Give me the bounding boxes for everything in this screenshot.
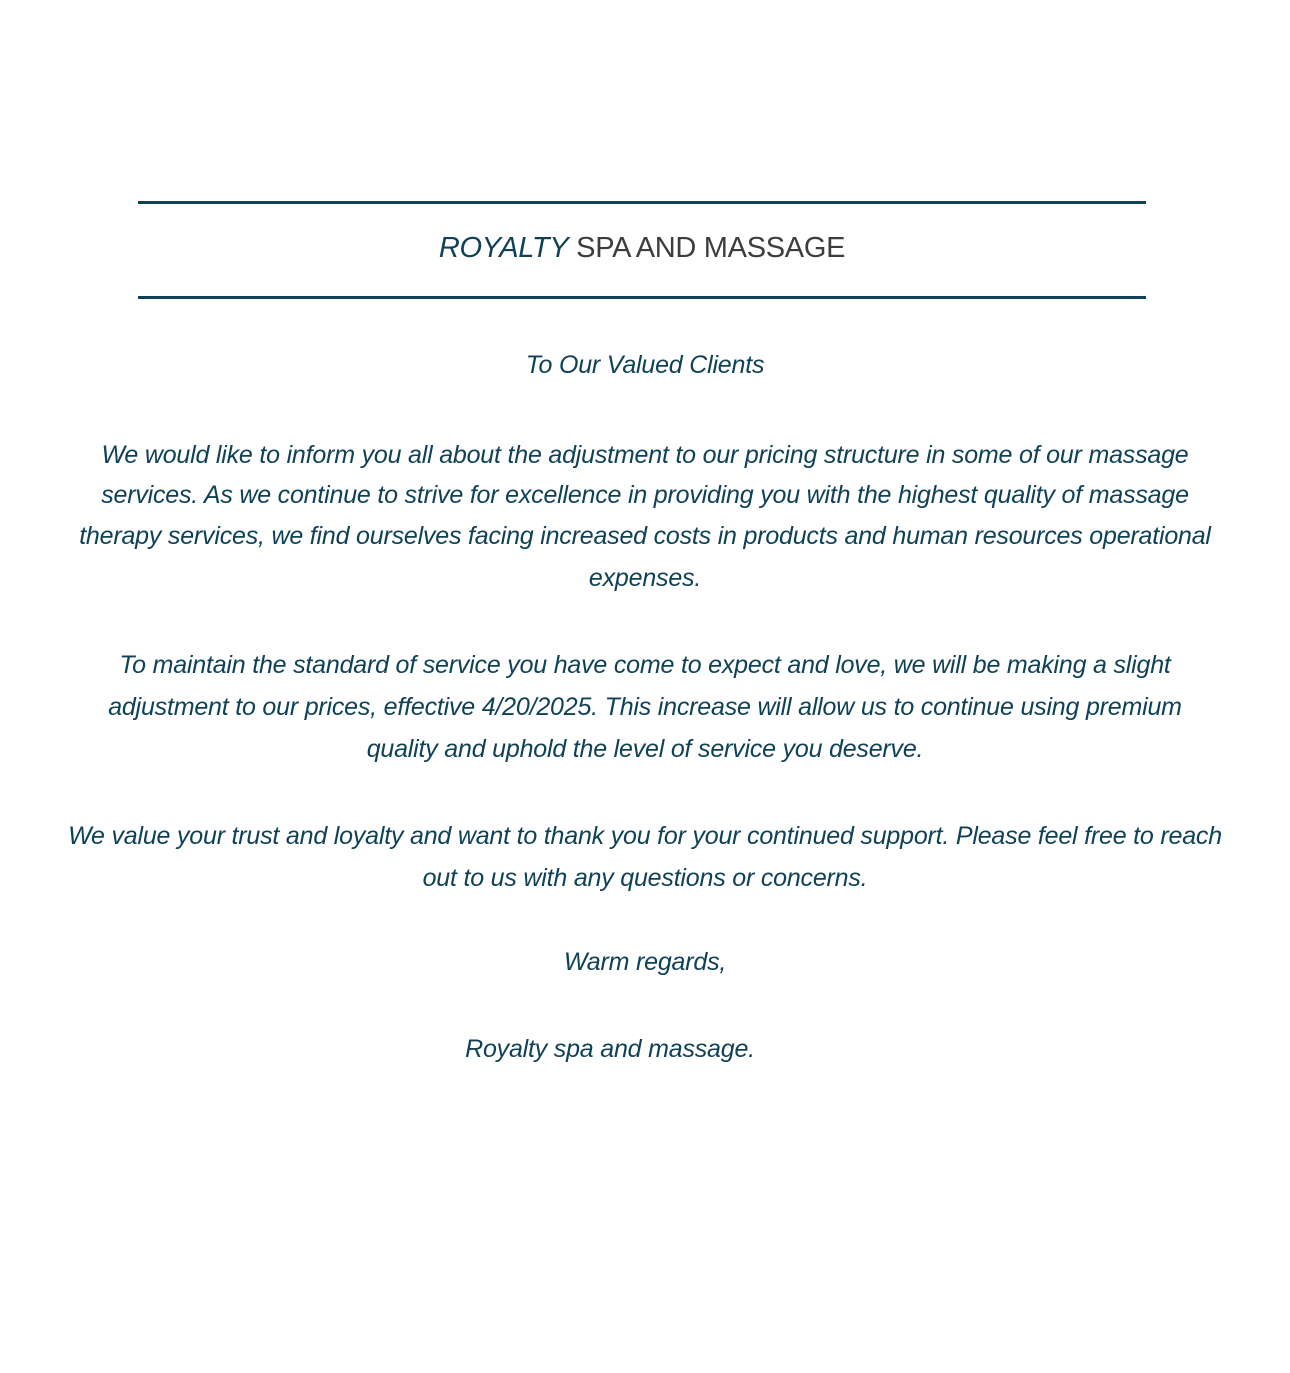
paragraph-line: We value your trust and loyalty and want to thank you for your continued support. Please feel free to reach [68,822,1222,850]
paragraph-line: We would like to inform you all about the adjustment to our pricing structure in some of our massage [101,441,1189,469]
header-banner [138,201,1146,299]
brand-name: ROYALTY [438,232,569,264]
paragraph-line: therapy services, we find ourselves facing increased costs in products and human resources operational [79,522,1211,550]
paragraph-price-adjustment [20,434,1270,599]
paragraph-thank-you [20,815,1270,899]
paragraph-line: To maintain the standard of service you have come to expect and love, we will be making a slight [119,651,1171,679]
paragraph-line: expenses. [588,564,702,592]
paragraph-line: quality and uphold the level of service you deserve. [366,735,924,763]
header-title [138,230,1146,266]
paragraph-line: out to us with any questions or concerns. [422,864,868,892]
paragraph-line: adjustment to our prices, effective 4/20/2025. This increase will allow us to continue using premium [108,693,1182,721]
paragraph-effective-date [20,644,1270,770]
salutation: To Our Valued Clients [525,351,765,379]
paragraph-line: services. As we continue to strive for excellence in providing you with the highest quality of massage [101,481,1189,509]
brand-tagline: SPA AND MASSAGE [576,232,846,264]
signature: Royalty spa and massage. [465,1035,755,1063]
closing: Warm regards, [563,948,727,976]
